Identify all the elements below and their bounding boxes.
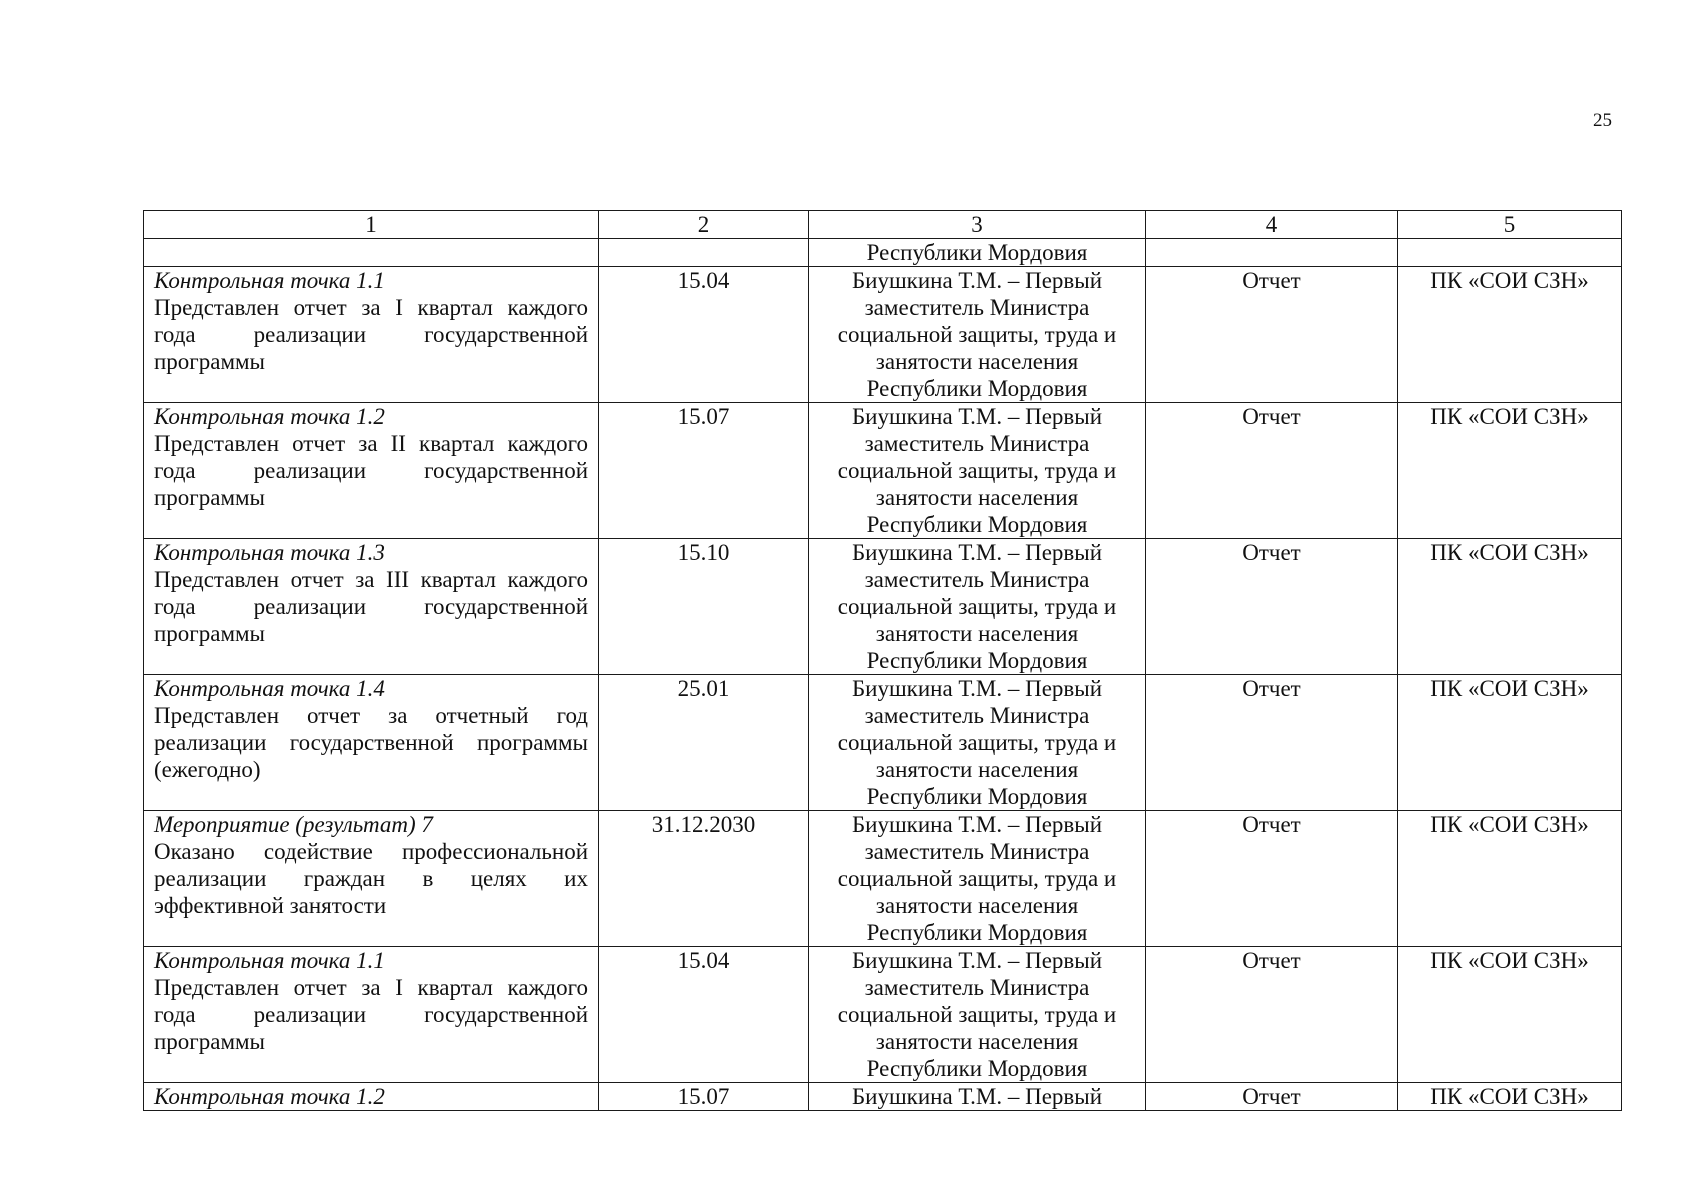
column-header-5: 5 bbox=[1398, 211, 1622, 239]
plan-table bbox=[143, 210, 1622, 1111]
date-cell: 15.04 bbox=[599, 947, 809, 1083]
column-header-4: 4 bbox=[1146, 211, 1398, 239]
date-cell: 15.10 bbox=[599, 539, 809, 675]
system-cell: ПК «СОИ СЗН» bbox=[1398, 811, 1622, 947]
item-cell bbox=[144, 811, 599, 947]
item-title: Контрольная точка 1.1 bbox=[154, 268, 385, 293]
column-header-3: 3 bbox=[809, 211, 1146, 239]
item-description: Оказано содействие профессиональной реализации граждан в целях их эффективной занятости bbox=[154, 839, 588, 918]
continuation-cell-5 bbox=[1398, 239, 1622, 267]
document-cell: Отчет bbox=[1146, 267, 1398, 403]
system-cell: ПК «СОИ СЗН» bbox=[1398, 539, 1622, 675]
continuation-cell-1 bbox=[144, 239, 599, 267]
column-header-1: 1 bbox=[144, 211, 599, 239]
item-cell bbox=[144, 947, 599, 1083]
item-description: Представлен отчет за I квартал каждого года реализации государственной программы bbox=[154, 975, 588, 1054]
continuation-row bbox=[144, 239, 1622, 267]
table-row bbox=[144, 947, 1622, 1083]
continuation-cell-2 bbox=[599, 239, 809, 267]
date-cell: 31.12.2030 bbox=[599, 811, 809, 947]
system-cell: ПК «СОИ СЗН» bbox=[1398, 267, 1622, 403]
document-cell: Отчет bbox=[1146, 1083, 1398, 1111]
item-cell bbox=[144, 267, 599, 403]
item-cell bbox=[144, 539, 599, 675]
responsible-cell: Биушкина Т.М. – Первый заместитель Министра социальной защиты, труда и занятости населения Республики Мордовия bbox=[809, 539, 1146, 675]
item-description: Представлен отчет за II квартал каждого года реализации государственной программы bbox=[154, 431, 588, 510]
responsible-cell: Биушкина Т.М. – Первый заместитель Министра социальной защиты, труда и занятости населения Республики Мордовия bbox=[809, 675, 1146, 811]
date-cell: 15.04 bbox=[599, 267, 809, 403]
document-cell: Отчет bbox=[1146, 947, 1398, 1083]
document-cell: Отчет bbox=[1146, 403, 1398, 539]
item-title: Контрольная точка 1.3 bbox=[154, 540, 385, 565]
item-cell bbox=[144, 1083, 599, 1111]
continuation-cell-3: Республики Мордовия bbox=[809, 239, 1146, 267]
document-cell: Отчет bbox=[1146, 675, 1398, 811]
document-cell: Отчет bbox=[1146, 539, 1398, 675]
header-row bbox=[144, 211, 1622, 239]
table-row bbox=[144, 539, 1622, 675]
table-row bbox=[144, 403, 1622, 539]
system-cell: ПК «СОИ СЗН» bbox=[1398, 675, 1622, 811]
item-title: Контрольная точка 1.2 bbox=[154, 404, 385, 429]
table-row-truncated bbox=[144, 1083, 1622, 1111]
item-cell bbox=[144, 675, 599, 811]
page-number: 25 bbox=[1593, 110, 1612, 131]
continuation-cell-4 bbox=[1146, 239, 1398, 267]
item-title: Мероприятие (результат) 7 bbox=[154, 812, 433, 837]
item-title: Контрольная точка 1.1 bbox=[154, 948, 385, 973]
item-cell bbox=[144, 403, 599, 539]
column-header-2: 2 bbox=[599, 211, 809, 239]
table-row bbox=[144, 675, 1622, 811]
item-title: Контрольная точка 1.2 bbox=[154, 1084, 385, 1109]
item-description: Представлен отчет за отчетный год реализации государственной программы (ежегодно) bbox=[154, 703, 588, 782]
system-cell: ПК «СОИ СЗН» bbox=[1398, 947, 1622, 1083]
date-cell: 25.01 bbox=[599, 675, 809, 811]
item-description: Представлен отчет за III квартал каждого года реализации государственной программы bbox=[154, 567, 588, 646]
item-title: Контрольная точка 1.4 bbox=[154, 676, 385, 701]
system-cell: ПК «СОИ СЗН» bbox=[1398, 403, 1622, 539]
date-cell: 15.07 bbox=[599, 1083, 809, 1111]
responsible-cell: Биушкина Т.М. – Первый заместитель Министра социальной защиты, труда и занятости населения Республики Мордовия bbox=[809, 267, 1146, 403]
date-cell: 15.07 bbox=[599, 403, 809, 539]
responsible-cell: Биушкина Т.М. – Первый bbox=[809, 1083, 1146, 1111]
document-cell: Отчет bbox=[1146, 811, 1398, 947]
system-cell: ПК «СОИ СЗН» bbox=[1398, 1083, 1622, 1111]
responsible-cell: Биушкина Т.М. – Первый заместитель Министра социальной защиты, труда и занятости населения Республики Мордовия bbox=[809, 811, 1146, 947]
responsible-cell: Биушкина Т.М. – Первый заместитель Министра социальной защиты, труда и занятости населения Республики Мордовия bbox=[809, 947, 1146, 1083]
table-row bbox=[144, 811, 1622, 947]
item-description: Представлен отчет за I квартал каждого года реализации государственной программы bbox=[154, 295, 588, 374]
table-row bbox=[144, 267, 1622, 403]
responsible-cell: Биушкина Т.М. – Первый заместитель Министра социальной защиты, труда и занятости населения Республики Мордовия bbox=[809, 403, 1146, 539]
